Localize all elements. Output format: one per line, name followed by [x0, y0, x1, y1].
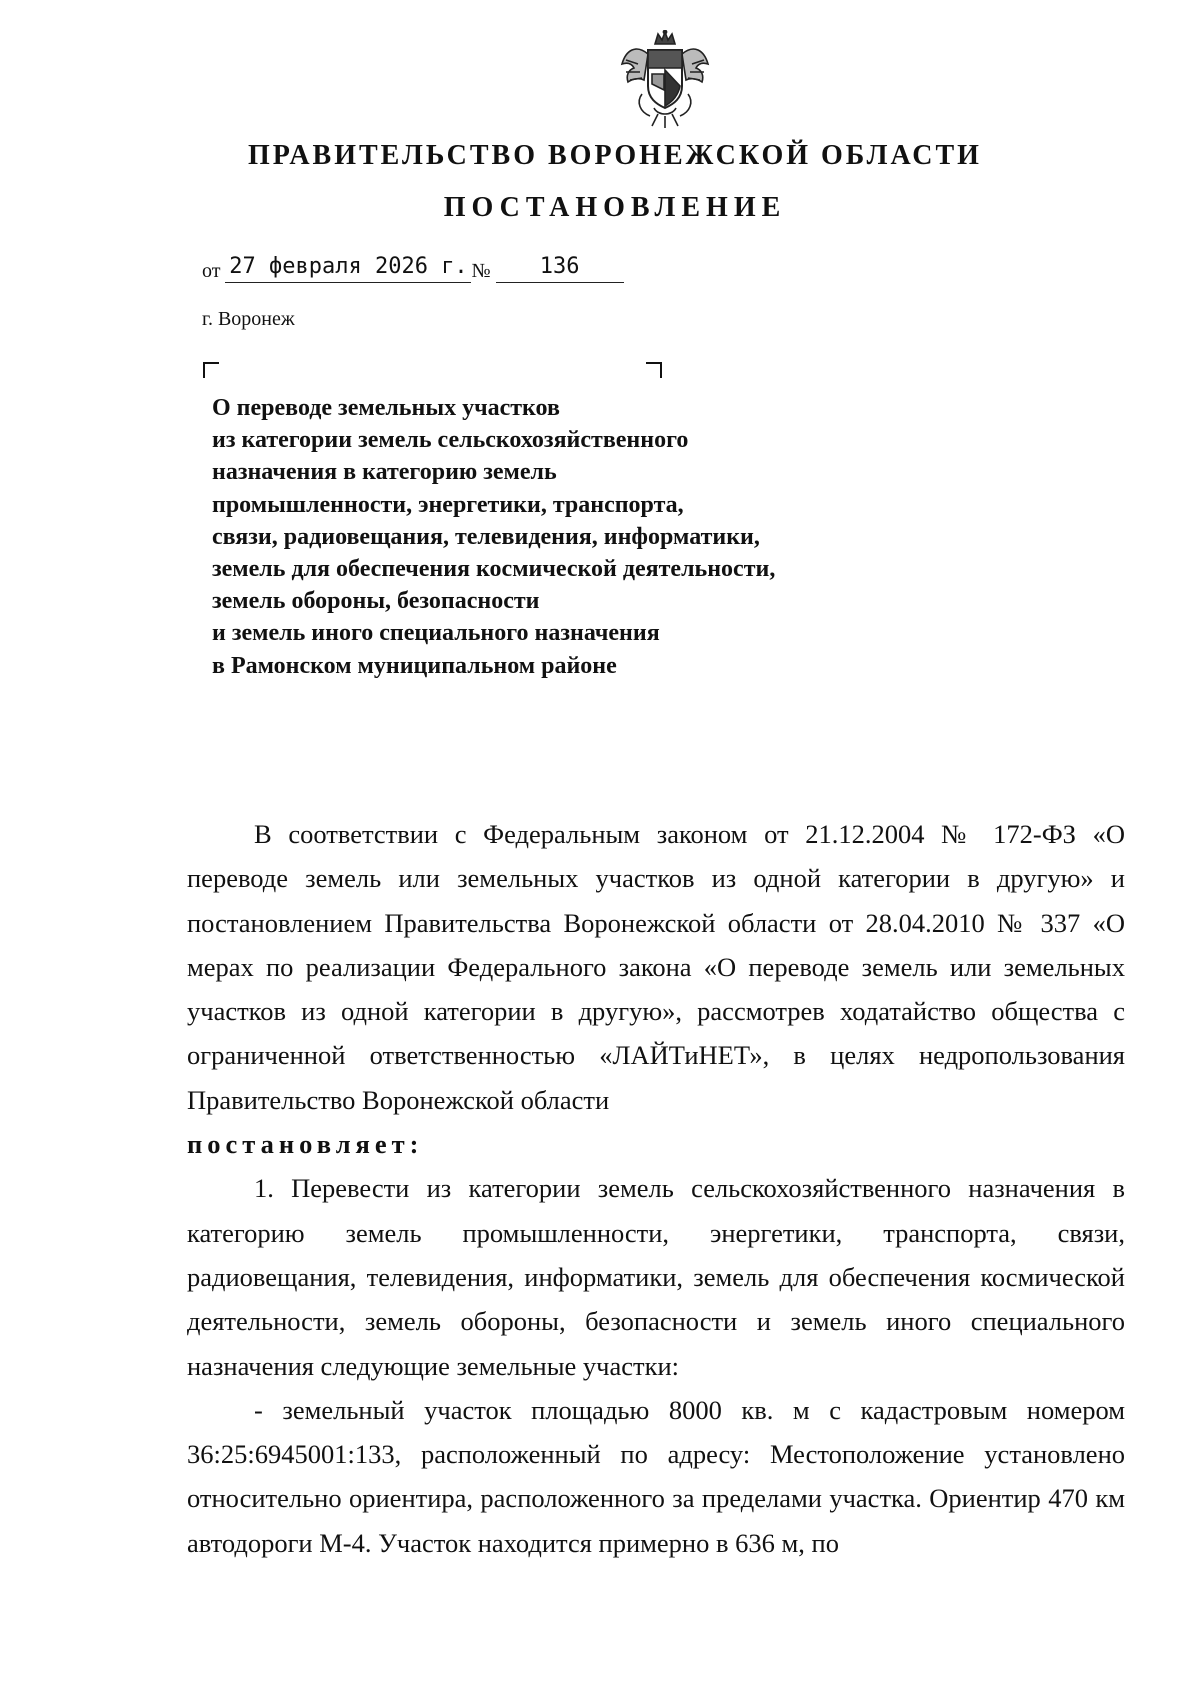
- item-1-paragraph: 1. Перевести из категории земель сельскохозяйственного назначения в категорию земель промышленности, энергетики, транспорта, связи, радиовещания, телевидения, информатики, земель для обеспечения космической деятельности, земель обороны, безопасности и земель иного специального назначения следующие земельные участки:: [187, 1173, 1125, 1381]
- subject-line: О переводе земельных участков: [212, 395, 560, 421]
- subject-line: назначения в категорию земель: [212, 459, 557, 486]
- subject-line: земель для обеспечения космической деятельности,: [212, 556, 776, 583]
- number-label: №: [471, 260, 491, 282]
- organization-title: ПРАВИТЕЛЬСТВО ВОРОНЕЖСКОЙ ОБЛАСТИ: [248, 140, 982, 171]
- document-body: [187, 812, 1125, 1565]
- subitem-1-paragraph: - земельный участок площадью 8000 кв. м с кадастровым номером 36:25:6945001:133, расположенный по адресу: Местоположение установлено относительно ориентира, расположенного за пределами участка. Ориентир 470 км автодороги М-4. Участок находится примерно в 636 м, по: [187, 1394, 1125, 1558]
- resolves-keyword: постановляет:: [187, 1129, 424, 1160]
- dateline: [202, 252, 624, 286]
- subject-line: связи, радиовещания, телевидения, информатики,: [212, 523, 760, 550]
- subject-line: промышленности, энергетики, транспорта,: [212, 491, 684, 518]
- from-label: от: [202, 260, 221, 282]
- document-subject: [212, 392, 932, 682]
- subject-line: земель обороны, безопасности: [212, 588, 540, 615]
- document-type: ПОСТАНОВЛЕНИЕ: [443, 192, 787, 223]
- title-corner-right: [646, 362, 662, 378]
- subject-line: и земель иного специального назначения: [212, 620, 660, 647]
- document-date: 27 февраля 2026 г.: [225, 252, 471, 283]
- preamble-paragraph: В соответствии с Федеральным законом от 21.12.2004 № 172-ФЗ «О переводе земель или земельных участков из одной категории в другую» и постановлением Правительства Воронежской области от 28.04.2010 № 337 «О мерах по реализации Федерального закона «О переводе земель или земельных участков из одной категории в другую», рассмотрев ходатайство общества с ограниченной ответственностью «ЛАЙТиНЕТ», в целях недропользования Правительство Воронежской области: [187, 819, 1125, 1115]
- subject-line: из категории земель сельскохозяйственного: [212, 427, 689, 454]
- title-corner-left: [203, 362, 219, 378]
- document-number: 136: [496, 252, 624, 283]
- subject-line: в Рамонском муниципальном районе: [212, 652, 617, 679]
- coat-of-arms-icon: [618, 30, 712, 132]
- city-label: г. Воронеж: [202, 308, 295, 330]
